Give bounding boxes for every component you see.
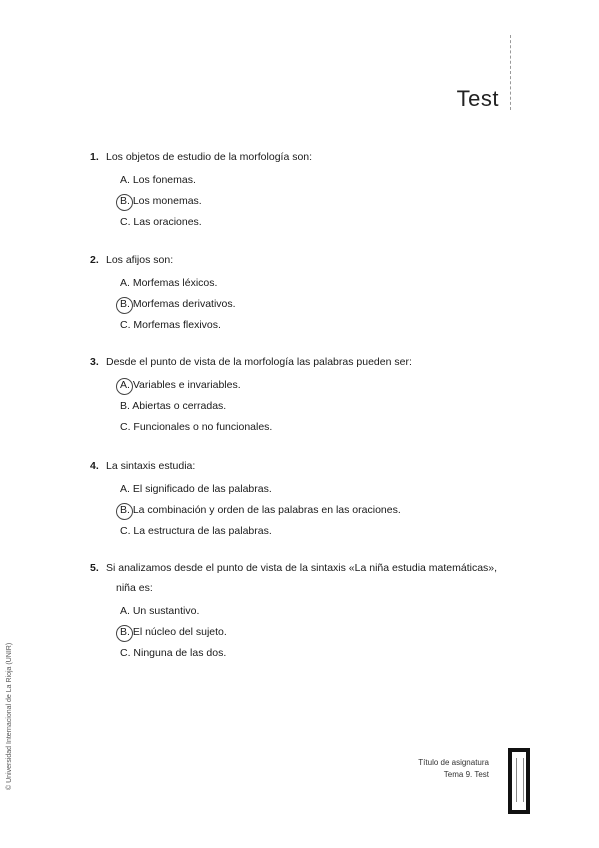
question-text-continued: niña es: xyxy=(116,582,153,594)
option-a: A. El significado de las palabras. xyxy=(120,483,272,495)
question-text: La sintaxis estudia: xyxy=(106,460,196,472)
option-a: A. Morfemas léxicos. xyxy=(120,277,218,289)
question-number: 5. xyxy=(90,562,99,574)
footer-marker-icon xyxy=(508,748,530,814)
option-c: C. Las oraciones. xyxy=(120,216,202,228)
question-2 xyxy=(90,249,530,336)
margin-rule xyxy=(510,35,512,110)
footer-topic: Tema 9. Test xyxy=(443,770,489,779)
option-c: C. Funcionales o no funcionales. xyxy=(120,421,273,433)
option-c: C. Ninguna de las dos. xyxy=(120,647,227,659)
footer-subject: Título de asignatura xyxy=(418,758,489,767)
option-b-selected: B. La combinación y orden de las palabras en las oraciones. xyxy=(120,500,530,521)
copyright-note: © Universidad Internacional de La Rioja (UNIR) xyxy=(6,642,13,790)
option-b-selected: B. Los monemas. xyxy=(120,191,530,212)
option-c: C. Morfemas flexivos. xyxy=(120,319,221,331)
page-title: Test xyxy=(456,86,499,111)
option-b-selected: B. Morfemas derivativos. xyxy=(120,294,530,315)
question-text: Si analizamos desde el punto de vista de la sintaxis «La niña estudia matemáticas», xyxy=(106,562,498,574)
option-b: B. Abiertas o cerradas. xyxy=(120,400,227,412)
option-c: C. La estructura de las palabras. xyxy=(120,525,272,537)
question-number: 1. xyxy=(90,151,99,163)
question-number: 3. xyxy=(90,356,99,368)
question-3 xyxy=(90,351,530,438)
question-number: 4. xyxy=(90,460,99,472)
question-text: Desde el punto de vista de la morfología las palabras pueden ser: xyxy=(106,356,412,368)
option-a: A. Un sustantivo. xyxy=(120,605,200,617)
option-a: A. Los fonemas. xyxy=(120,174,196,186)
question-text: Los objetos de estudio de la morfología son: xyxy=(106,151,313,163)
question-4 xyxy=(90,455,530,542)
question-1 xyxy=(90,146,530,233)
option-b-selected: B. El núcleo del sujeto. xyxy=(120,622,530,643)
page-footer xyxy=(418,757,489,781)
option-a-selected: A. Variables e invariables. xyxy=(120,375,530,396)
question-text: Los afijos son: xyxy=(106,254,174,266)
question-5 xyxy=(90,557,530,664)
question-number: 2. xyxy=(90,254,99,266)
